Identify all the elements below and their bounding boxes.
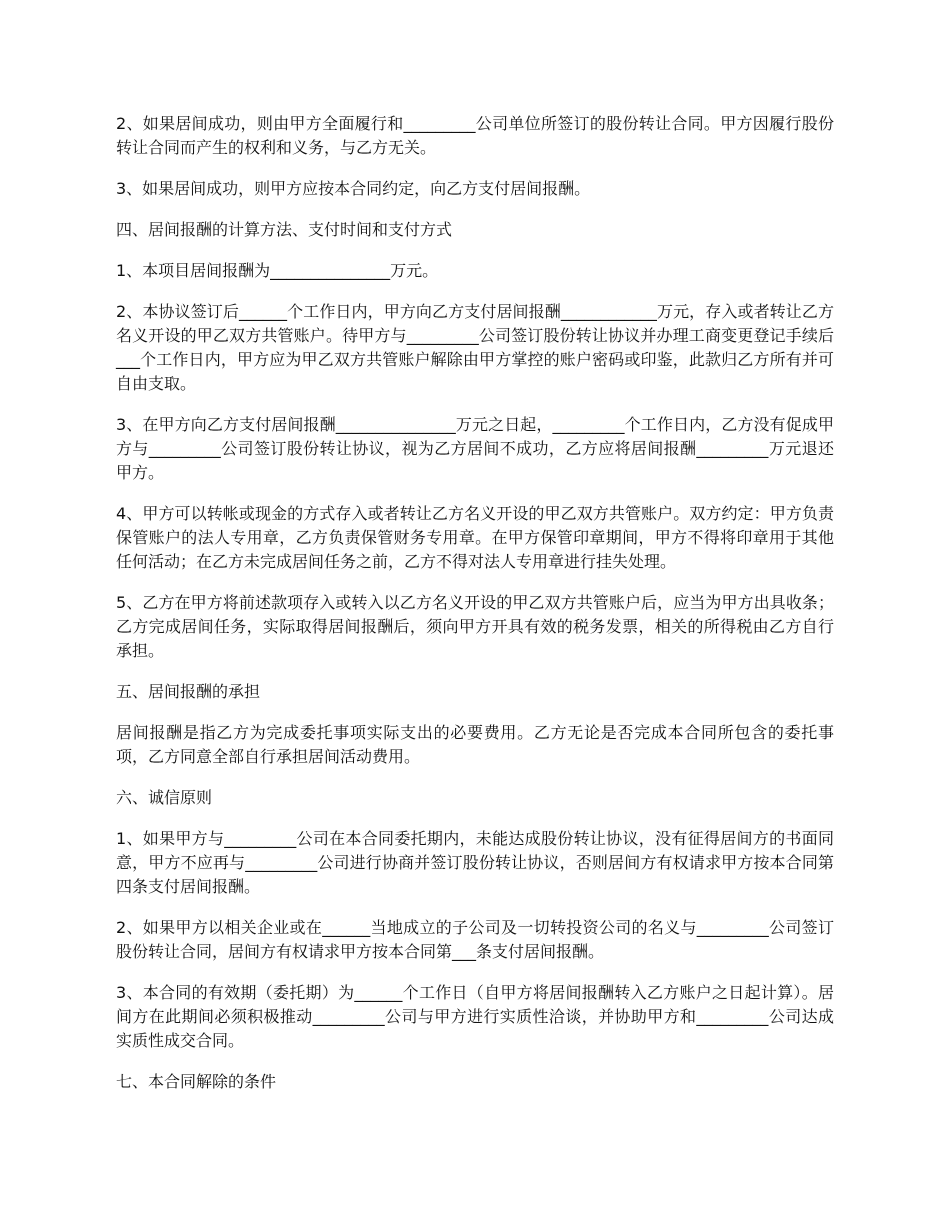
clause-4-3: 3、在甲方向乙方支付居间报酬_______________万元之日起，_________个工作日内，乙方没有促成甲方与_________公司签订股份转让协议，视为乙方居间不成功，乙方应将居间报酬_________万元退还甲方。 [116,415,834,482]
clause-6-3: 3、本合同的有效期（委托期）为______个工作日（自甲方将居间报酬转入乙方账户之日起计算）。居间方在此期间必须积极推动_________公司与甲方进行实质性洽谈，并协助甲方和_________公司达成实质性成交合同。 [116,983,834,1050]
section-4-heading: 四、居间报酬的计算方法、支付时间和支付方式 [116,220,453,239]
clause-3-3: 3、如果居间成功，则甲方应按本合同约定，向乙方支付居间报酬。 [116,179,591,198]
clause-6-1: 1、如果甲方与_________公司在本合同委托期内，未能达成股份转让协议，没有征得居间方的书面同意，甲方不应再与_________公司进行协商并签订股份转让协议，否则居间方有权请求甲方按本合同第四条支付居间报酬。 [116,829,834,896]
clause-4-1: 1、本项目居间报酬为_______________万元。 [116,261,439,280]
section-6-heading: 六、诚信原则 [116,788,213,807]
section-5-heading: 五、居间报酬的承担 [116,682,261,701]
section-7-heading: 七、本合同解除的条件 [116,1072,277,1091]
clause-3-2: 2、如果居间成功，则由甲方全面履行和_________公司单位所签订的股份转让合同。甲方因履行股份转让合同而产生的权利和义务，与乙方无关。 [116,114,834,157]
clause-4-2: 2、本协议签订后______个工作日内，甲方向乙方支付居间报酬____________万元，存入或者转让乙方名义开设的甲乙双方共管账户。待甲方与_________公司签订股份转让协议并办理工商变更登记手续后___个工作日内，甲方应为甲乙双方共管账户解除由甲方掌控的账户密码或印鉴，此款归乙方所有并可自由支取。 [116,302,834,393]
clause-5-body: 居间报酬是指乙方为完成委托事项实际支出的必要费用。乙方无论是否完成本合同所包含的委托事项，乙方同意全部自行承担居间活动费用。 [116,723,834,766]
clause-6-2: 2、如果甲方以相关企业或在______当地成立的子公司及一切转投资公司的名义与_________公司签订股份转让合同，居间方有权请求甲方按本合同第___条支付居间报酬。 [116,918,834,961]
document-body [116,112,834,1111]
clause-4-5: 5、乙方在甲方将前述款项存入或转入以乙方名义开设的甲乙双方共管账户后，应当为甲方出具收条；乙方完成居间任务，实际取得居间报酬后，须向甲方开具有效的税务发票，相关的所得税由乙方自行承担。 [116,593,834,660]
clause-4-4: 4、甲方可以转帐或现金的方式存入或者转让乙方名义开设的甲乙双方共管账户。双方约定：甲方负责保管账户的法人专用章，乙方负责保管财务专用章。在甲方保管印章期间，甲方不得将印章用于其他任何活动；在乙方未完成居间任务之前，乙方不得对法人专用章进行挂失处理。 [116,504,834,571]
